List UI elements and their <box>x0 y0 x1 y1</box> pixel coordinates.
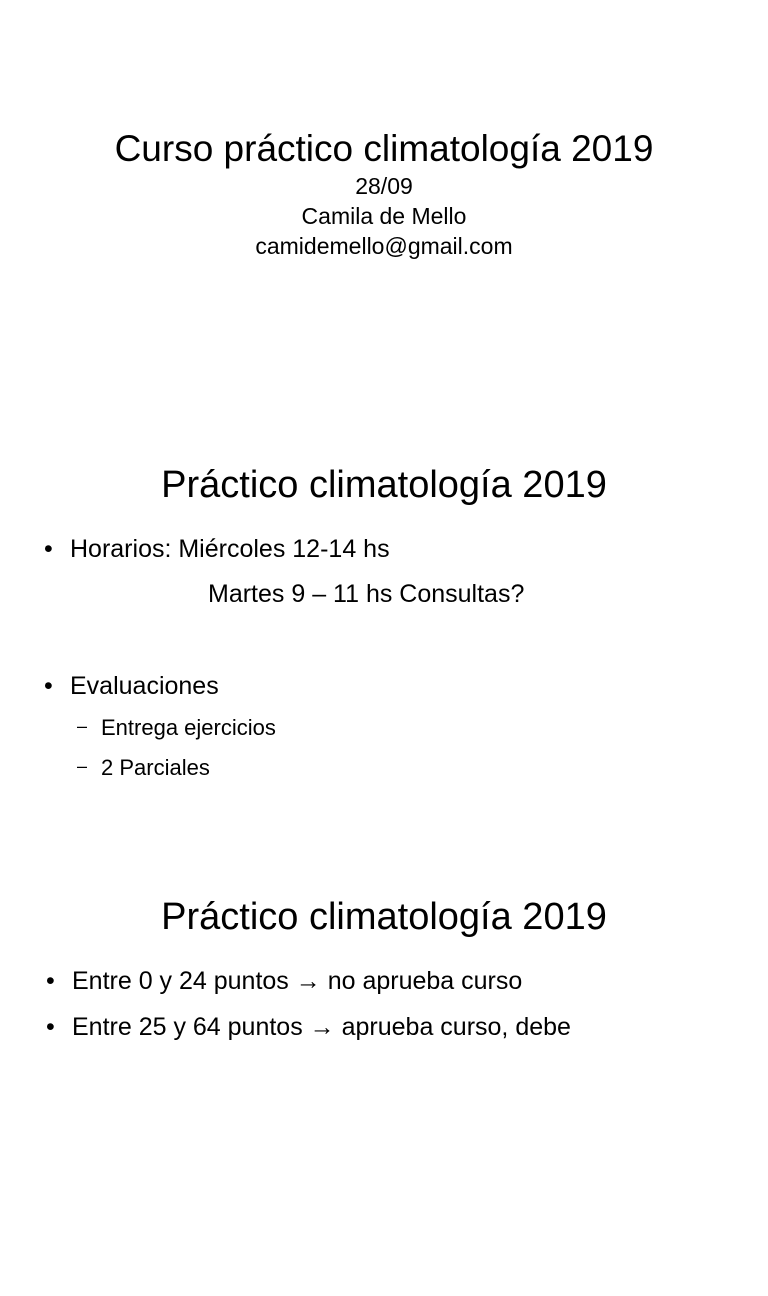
presentation-date: 28/09 <box>355 173 413 199</box>
author-email: camidemello@gmail.com <box>255 233 513 259</box>
slide-title-page <box>0 0 768 432</box>
slide-grading <box>0 864 768 1296</box>
bullet-dot: • <box>44 535 53 563</box>
slide-title: Práctico climatología 2019 <box>161 896 607 938</box>
bullet-grading-item <box>46 1012 571 1042</box>
evaluations-text: Evaluaciones <box>70 672 219 700</box>
schedule-text: Horarios: Miércoles 12-14 hs <box>70 535 390 563</box>
grading-text: Entre 25 y 64 puntos → aprueba curso, debe <box>72 1013 571 1041</box>
bullet-schedule <box>44 534 390 564</box>
grading-text: Entre 0 y 24 puntos → no aprueba curso <box>72 967 523 995</box>
schedule-line-2: Martes 9 – 11 hs Consultas? <box>208 580 525 608</box>
bullet-dot: • <box>44 672 53 700</box>
title-page-details <box>0 171 768 261</box>
dash-glyph: – <box>77 756 88 776</box>
slide-schedule <box>0 432 768 864</box>
presentation-title: Curso práctico climatología 2019 <box>114 128 654 169</box>
sub-bullet-text: 2 Parciales <box>101 755 210 780</box>
sub-bullet-text: Entrega ejercicios <box>101 715 276 740</box>
author-name: Camila de Mello <box>301 203 467 229</box>
bullet-grading-item <box>46 966 523 996</box>
slide-title: Práctico climatología 2019 <box>161 464 607 506</box>
bullet-dot: • <box>46 967 55 995</box>
sub-bullet-item <box>77 754 210 782</box>
bullet-evaluations <box>44 671 219 701</box>
sub-bullet-item <box>77 714 276 742</box>
dash-glyph: – <box>77 716 88 736</box>
bullet-dot: • <box>46 1013 55 1041</box>
